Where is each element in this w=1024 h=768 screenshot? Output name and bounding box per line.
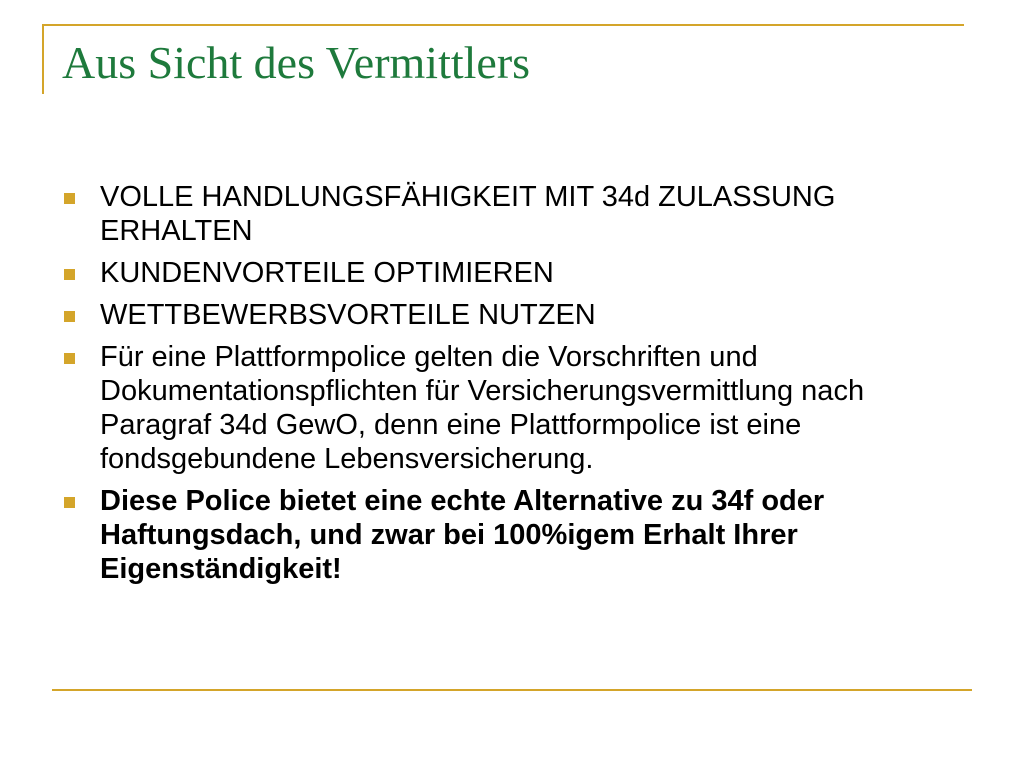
- bullet-item-plattformpolice: [62, 340, 962, 476]
- square-bullet-icon: [64, 497, 75, 508]
- left-accent-line: [42, 24, 44, 94]
- bullet-text-emphasis: Diese Police bietet eine echte Alternative zu 34f oder Haftungsdach, und zwar bei 100%igem Erhalt Ihrer Eigenständigkeit!: [100, 485, 825, 585]
- slide-title: Aus Sicht des Vermittlers: [62, 37, 531, 88]
- bullet-text: VOLLE HANDLUNGSFÄHIGKEIT MIT 34d ZULASSUNG ERHALTEN: [100, 181, 836, 247]
- bullet-text: KUNDENVORTEILE OPTIMIEREN: [100, 257, 554, 289]
- square-bullet-icon: [64, 269, 75, 280]
- square-bullet-icon: [64, 353, 75, 364]
- bullet-item-kundenvorteile: [62, 256, 962, 290]
- square-bullet-icon: [64, 311, 75, 322]
- top-accent-line: [42, 24, 964, 26]
- bullet-list: [62, 180, 962, 594]
- bottom-accent-line: [52, 689, 972, 691]
- square-bullet-icon: [64, 193, 75, 204]
- bullet-item-alternative: [62, 484, 962, 586]
- bullet-text: WETTBEWERBSVORTEILE NUTZEN: [100, 299, 596, 331]
- bullet-item-wettbewerbsvorteile: [62, 298, 962, 332]
- bullet-text: Für eine Plattformpolice gelten die Vorschriften und Dokumentationspflichten für Versicherungsvermittlung nach Paragraf 34d GewO, denn eine Plattformpolice ist eine fondsgebundene Lebensversicherung.: [100, 341, 865, 475]
- bullet-item-handlungsfaehigkeit: [62, 180, 962, 248]
